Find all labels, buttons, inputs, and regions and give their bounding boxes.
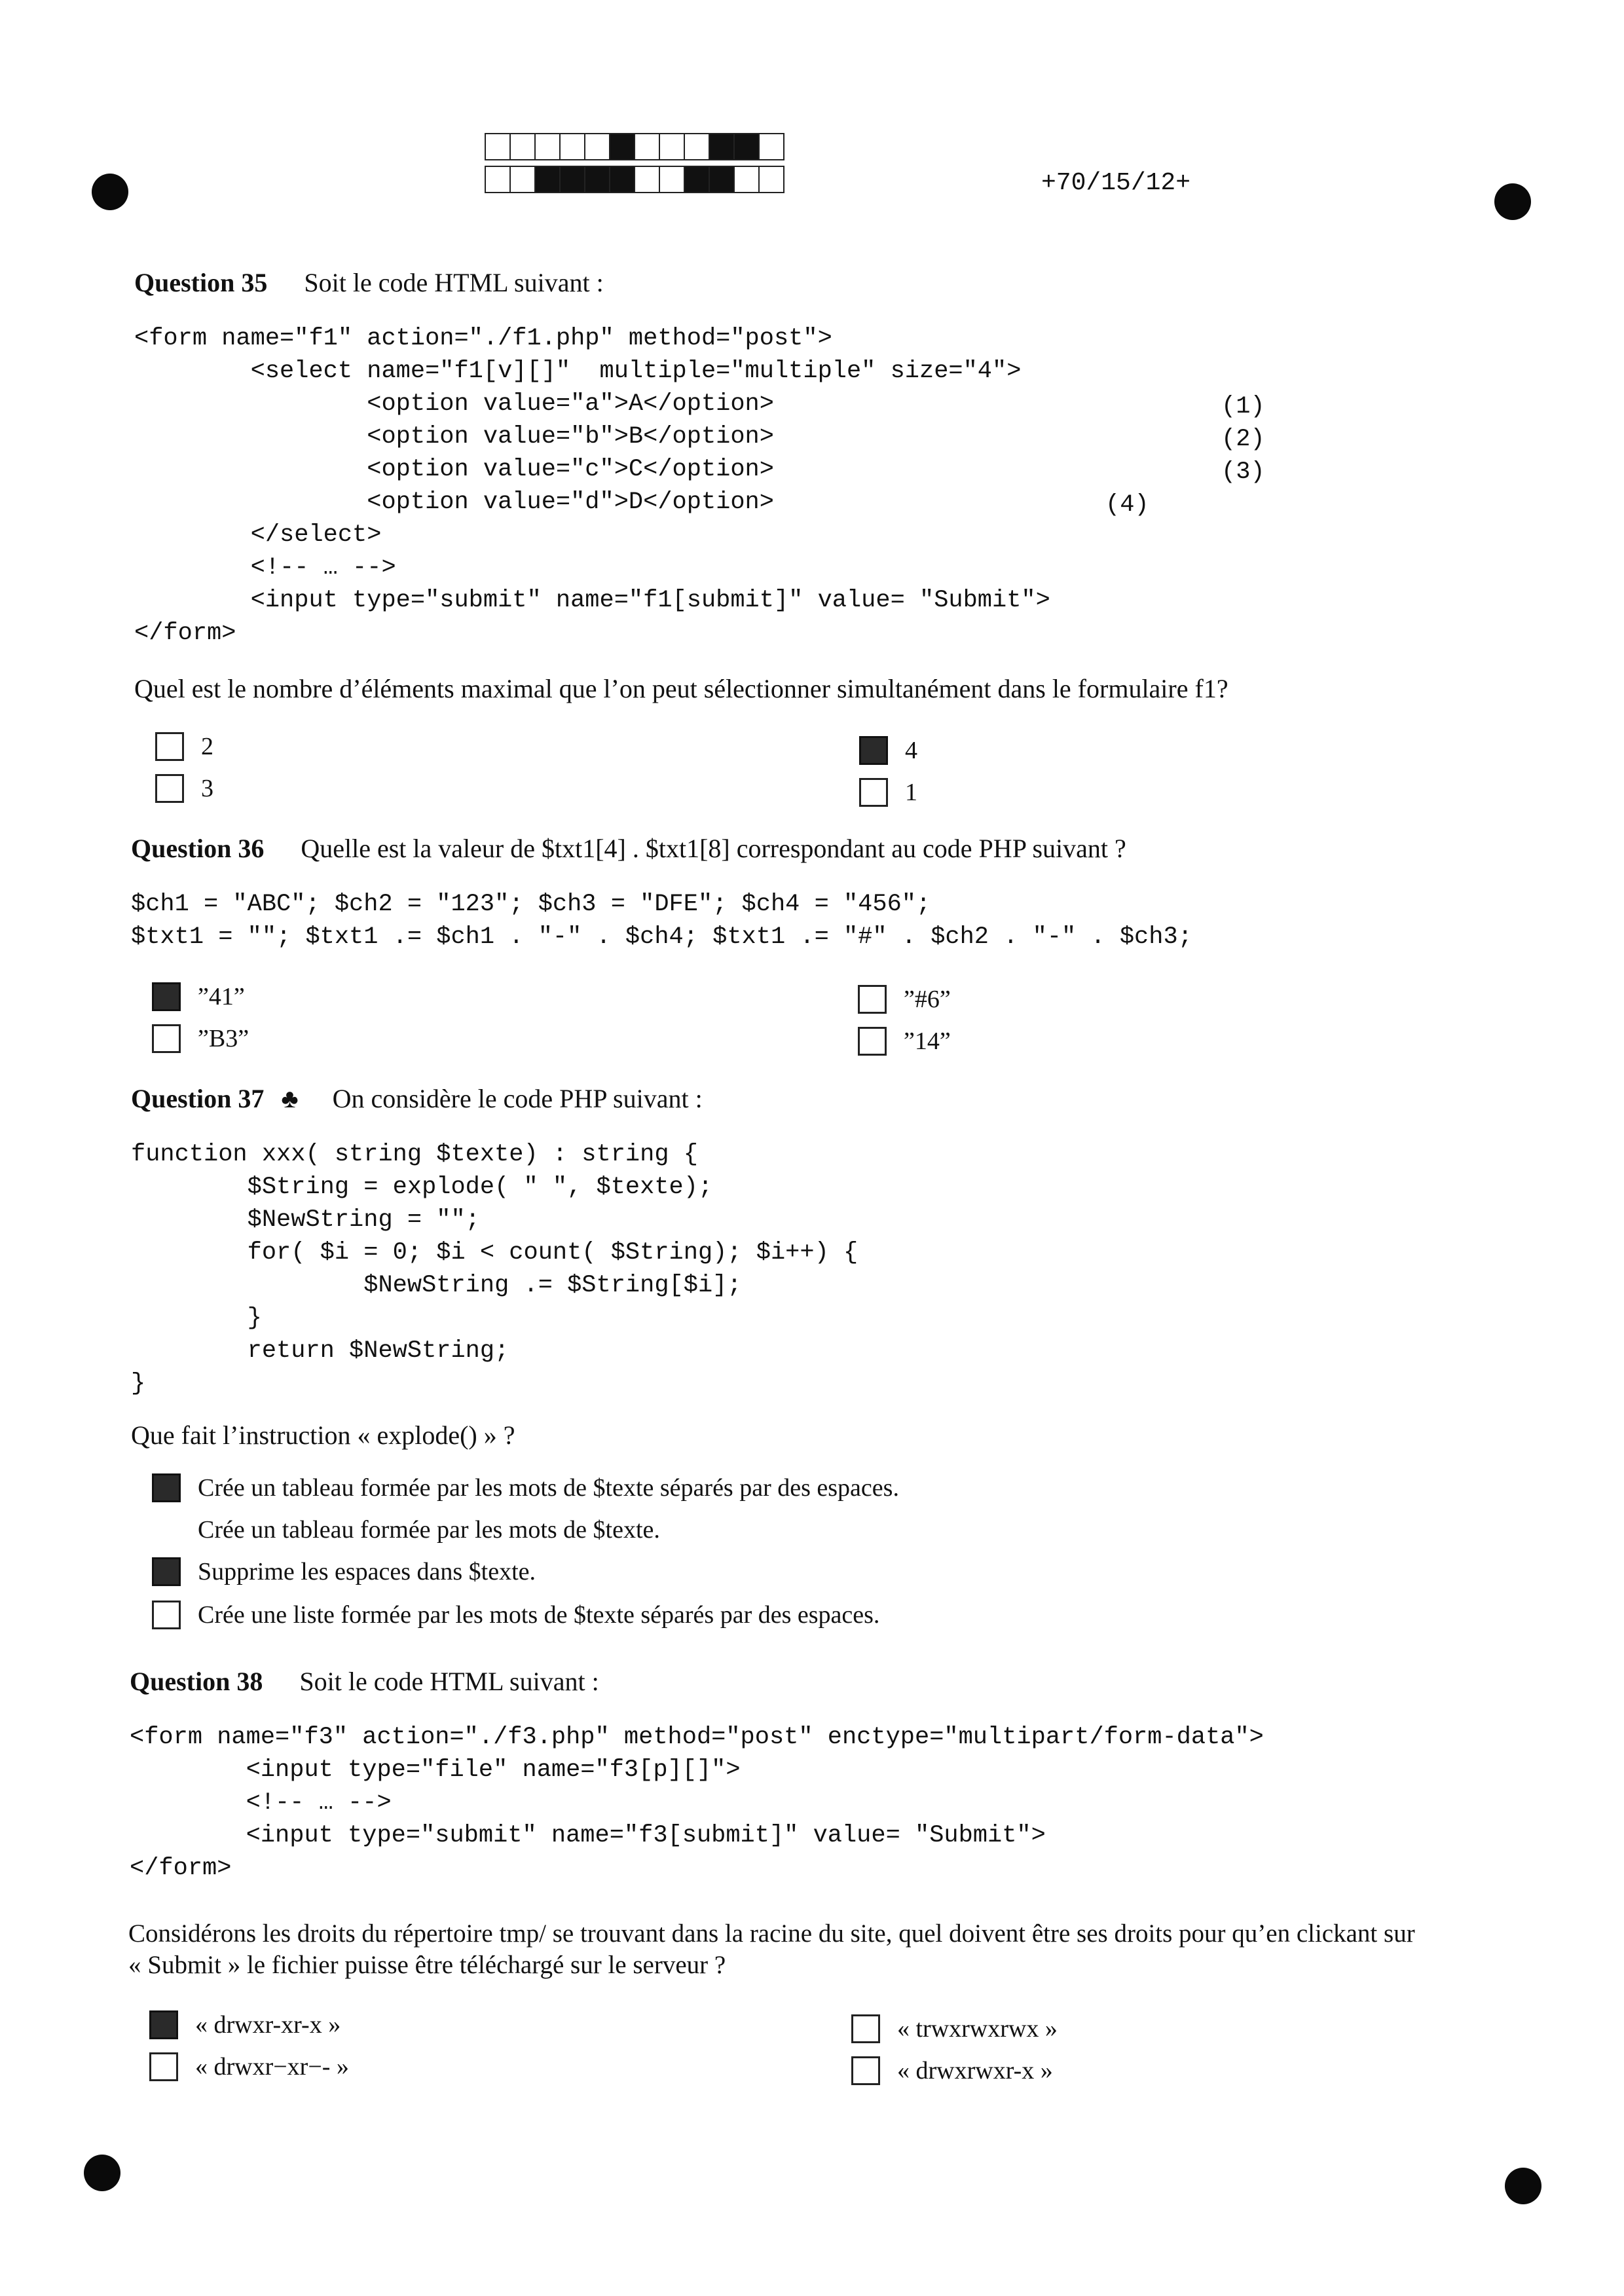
answer-checkbox[interactable] xyxy=(152,1557,181,1586)
barcode-row-2 xyxy=(485,166,783,194)
sheet-code: +70/15/12+ xyxy=(1041,169,1191,197)
question-intro: On considère le code PHP suivant : xyxy=(332,1084,703,1113)
answer-option[interactable] xyxy=(152,1473,899,1502)
question-number: Question 35 xyxy=(134,268,268,297)
question-36-code: $ch1 = "ABC"; $ch2 = "123"; $ch3 = "DFE"; $ch4 = "456"; $txt1 = ""; $txt1 .= $ch1 . "-" . $ch4; $txt1 .= "#" . $ch2 . "-" . $ch3; xyxy=(131,891,1192,951)
question-intro: Quelle est la valeur de $txt1[4] . $txt1[8] correspondant au code PHP suivant ? xyxy=(301,834,1126,863)
barcode-cell xyxy=(559,166,585,193)
barcode-cell xyxy=(534,166,561,193)
registration-mark-bottom-left xyxy=(84,2155,120,2191)
answer-option[interactable] xyxy=(149,2010,341,2039)
answer-option[interactable] xyxy=(152,1601,879,1629)
question-35-text: Quel est le nombre d’éléments maximal que l’on peut sélectionner simultanément dans le formulaire f1? xyxy=(134,674,1228,703)
barcode-cell xyxy=(684,133,710,160)
answer-label: ”41” xyxy=(198,983,245,1010)
answer-label: ”#6” xyxy=(904,986,951,1013)
barcode-cell xyxy=(584,133,610,160)
answer-label: « trwxrwxrwx » xyxy=(897,2015,1058,2043)
question-number: Question 37 xyxy=(131,1084,265,1113)
barcode-cell xyxy=(758,133,784,160)
answer-label: Crée un tableau formée par les mots de $texte séparés par des espaces. xyxy=(198,1474,899,1502)
answer-checkbox[interactable] xyxy=(858,1027,887,1056)
answer-checkbox[interactable] xyxy=(858,985,887,1014)
barcode-cell xyxy=(709,133,735,160)
answer-option[interactable] xyxy=(152,1515,660,1544)
answer-option[interactable] xyxy=(152,1024,249,1053)
question-38-title xyxy=(130,1666,599,1697)
question-35-code: <form name="f1" action="./f1.php" method="post"> <select name="f1[v][]" multiple="multiple" size="4"> <option value="a">A</option> <option value="b">B</option> <option value="c">C</option> <option value="d">D</option> </select> <!-- … --> <input type="submit" name="f1[submit]" value= "Submit"> </form> xyxy=(134,325,1050,647)
answer-checkbox[interactable] xyxy=(155,774,184,803)
answer-label: Crée un tableau formée par les mots de $texte. xyxy=(198,1516,660,1544)
code-line-marker: (2) xyxy=(1221,426,1265,453)
answer-label: 4 xyxy=(905,737,917,764)
barcode-cell xyxy=(684,166,710,193)
code-line-marker: (3) xyxy=(1221,458,1265,486)
barcode-cell xyxy=(509,166,536,193)
barcode-cell xyxy=(709,166,735,193)
answer-checkbox[interactable] xyxy=(152,1601,181,1629)
barcode-cell xyxy=(559,133,585,160)
answer-label: ”14” xyxy=(904,1028,951,1055)
answer-checkbox[interactable] xyxy=(859,778,888,807)
question-number: Question 36 xyxy=(131,834,265,863)
answer-label: « drwxr−xr−- » xyxy=(195,2053,349,2081)
barcode-cell xyxy=(634,166,660,193)
sheet-barcode xyxy=(485,133,783,198)
answer-checkbox[interactable] xyxy=(152,1024,181,1053)
registration-mark-top-left xyxy=(92,174,128,210)
barcode-cell xyxy=(485,166,511,193)
question-38-code: <form name="f3" action="./f3.php" method="post" enctype="multipart/form-data"> <input type="file" name="f3[p][]"> <!-- … --> <input type="submit" name="f3[submit]" value= "Submit"> </form> xyxy=(130,1724,1264,1882)
barcode-cell xyxy=(609,166,635,193)
answer-checkbox[interactable] xyxy=(152,1515,181,1544)
question-37-code: function xxx( string $texte) : string { $String = explode( " ", $texte); $NewString = ""; for( $i = 0; $i < count( $String); $i++) { $NewString .= $String[$i]; } return $NewString; } xyxy=(131,1141,858,1398)
barcode-row-1 xyxy=(485,133,783,162)
answer-label: 3 xyxy=(201,775,213,802)
code-line-marker: (1) xyxy=(1221,393,1265,420)
answer-checkbox[interactable] xyxy=(149,2052,178,2081)
registration-mark-bottom-right xyxy=(1505,2168,1541,2204)
answer-option[interactable] xyxy=(851,2056,1053,2085)
answer-checkbox[interactable] xyxy=(851,2056,880,2085)
barcode-cell xyxy=(509,133,536,160)
answer-label: ”B3” xyxy=(198,1025,249,1052)
answer-option[interactable] xyxy=(858,1027,951,1056)
barcode-cell xyxy=(758,166,784,193)
answer-label: Crée une liste formée par les mots de $texte séparés par des espaces. xyxy=(198,1601,880,1629)
answer-option[interactable] xyxy=(155,774,213,803)
question-37-title xyxy=(131,1083,703,1114)
barcode-cell xyxy=(534,133,561,160)
question-intro: Soit le code HTML suivant : xyxy=(299,1667,599,1696)
answer-option[interactable] xyxy=(859,778,917,807)
question-36-title xyxy=(131,833,1126,864)
answer-checkbox[interactable] xyxy=(152,982,181,1011)
answer-option[interactable] xyxy=(851,2014,1058,2043)
question-intro: Soit le code HTML suivant : xyxy=(304,268,604,297)
code-line-marker: (4) xyxy=(1105,491,1149,519)
barcode-cell xyxy=(733,133,760,160)
question-37-text: Que fait l’instruction « explode() » ? xyxy=(131,1420,515,1450)
registration-mark-top-right xyxy=(1494,183,1531,220)
answer-checkbox[interactable] xyxy=(155,732,184,761)
barcode-cell xyxy=(659,166,685,193)
barcode-cell xyxy=(609,133,635,160)
answer-option[interactable] xyxy=(858,985,951,1014)
answer-label: « drwxrwxr-x » xyxy=(897,2057,1053,2084)
answer-checkbox[interactable] xyxy=(149,2010,178,2039)
answer-label: 2 xyxy=(201,733,213,760)
answer-option[interactable] xyxy=(149,2052,349,2081)
question-number: Question 38 xyxy=(130,1667,263,1696)
answer-label: « drwxr-xr-x » xyxy=(195,2011,341,2039)
answer-label: 1 xyxy=(905,779,917,806)
barcode-cell xyxy=(733,166,760,193)
question-35-title xyxy=(134,267,604,298)
club-icon: ♣ xyxy=(281,1084,299,1113)
answer-checkbox[interactable] xyxy=(152,1473,181,1502)
answer-option[interactable] xyxy=(152,1557,536,1586)
barcode-cell xyxy=(584,166,610,193)
barcode-cell xyxy=(485,133,511,160)
barcode-cell xyxy=(659,133,685,160)
answer-label: Supprime les espaces dans $texte. xyxy=(198,1558,536,1585)
answer-checkbox[interactable] xyxy=(851,2014,880,2043)
answer-option[interactable] xyxy=(155,732,213,761)
question-38-text-line-2: « Submit » le fichier puisse être téléchargé sur le serveur ? xyxy=(128,1951,726,1979)
answer-checkbox[interactable] xyxy=(859,736,888,765)
answer-option[interactable] xyxy=(152,982,245,1011)
barcode-cell xyxy=(634,133,660,160)
answer-option[interactable] xyxy=(859,736,917,765)
question-38-text-line-1: Considérons les droits du répertoire tmp/ se trouvant dans la racine du site, quel doivent être ses droits pour qu’en clickant sur xyxy=(128,1919,1415,1948)
